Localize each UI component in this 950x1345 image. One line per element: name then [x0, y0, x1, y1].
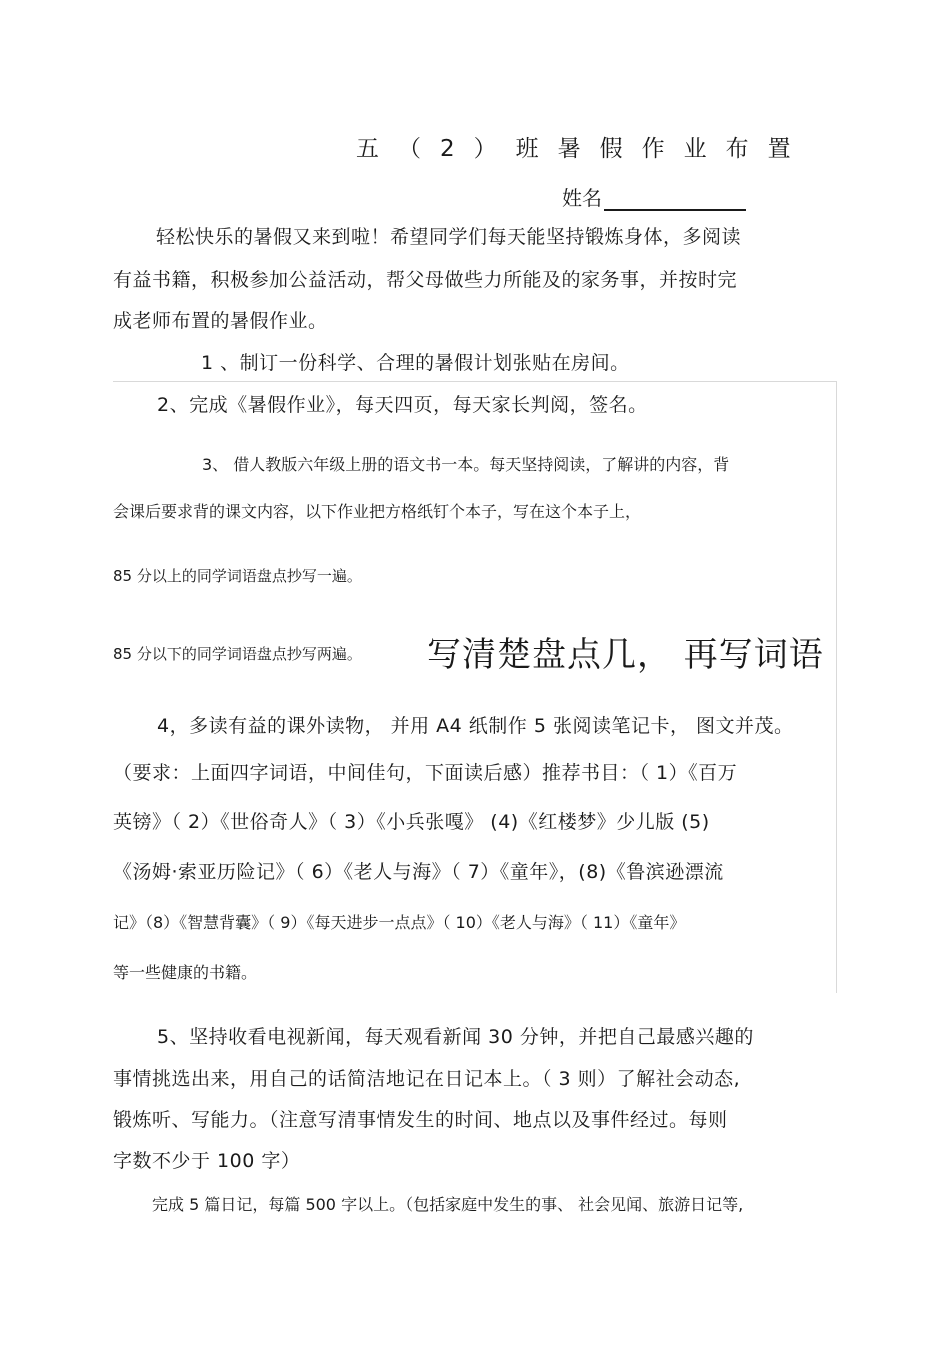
item-5-line-4: 字数不少于 100 字） [113, 1150, 301, 1172]
frame-top-rule [113, 381, 837, 382]
item-3-large-note: 写清楚盘点几， 再写词语 [427, 635, 824, 675]
item-6: 完成 5 篇日记，每篇 500 字以上。（包括家庭中发生的事、 社会见闻、旅游日记等, [152, 1195, 744, 1214]
item-5-line-1: 5、坚持收看电视新闻，每天观看新闻 30 分钟，并把自己最感兴趣的 [157, 1026, 754, 1048]
item-4-line-1: 4，多读有益的课外读物， 并用 A4 纸制作 5 张阅读笔记卡， 图文并茂。 [157, 715, 794, 737]
item-5-line-2: 事情挑选出来，用自己的话简洁地记在日记本上。（ 3 则）了解社会动态, [113, 1068, 741, 1090]
page-title: 五（2）班暑假作业布置 [356, 136, 810, 162]
item-3-line-1: 3、 借人教版六年级上册的语文书一本。每天坚持阅读，了解讲的内容，背 [202, 455, 730, 474]
item-1: 1 、制订一份科学、合理的暑假计划张贴在房间。 [201, 352, 630, 374]
item-4-line-3: 英镑》（ 2）《世俗奇人》（ 3）《小兵张嘎》 (4)《红楼梦》少儿版 (5) [113, 811, 710, 833]
intro-line-2: 有益书籍，积极参加公益活动，帮父母做些力所能及的家务事，并按时完 [113, 269, 738, 291]
item-3-line-3: 85 分以上的同学词语盘点抄写一遍。 [113, 567, 362, 585]
item-4-line-6: 等一些健康的书籍。 [113, 963, 258, 982]
name-field [562, 182, 746, 211]
name-label: 姓名 [562, 186, 602, 210]
item-4-line-2: （要求：上面四字词语，中间佳句，下面读后感）推荐书目：（ 1）《百万 [113, 762, 738, 784]
item-3-line-4: 85 分以下的同学词语盘点抄写两遍。 [113, 645, 362, 663]
item-4-line-4: 《汤姆·索亚历险记》（ 6）《老人与海》（ 7）《童年》，(8)《鲁滨逊漂流 [113, 861, 724, 883]
item-5-line-3: 锻炼听、写能力。（注意写清事情发生的时间、地点以及事件经过。每则 [113, 1109, 728, 1131]
name-blank-line [604, 191, 746, 211]
intro-line-1: 轻松快乐的暑假又来到啦！希望同学们每天能坚持锻炼身体，多阅读 [156, 226, 742, 248]
item-3-line-2: 会课后要求背的课文内容，以下作业把方格纸钉个本子，写在这个本子上， [113, 502, 642, 521]
intro-line-3: 成老师布置的暑假作业。 [113, 310, 328, 332]
frame-right-rule [836, 381, 837, 993]
item-2: 2、完成《暑假作业》，每天四页，每天家长判阅，签名。 [157, 394, 648, 416]
item-4-line-5: 记》（8）《智慧背囊》（ 9）《每天进步一点点》（ 10）《老人与海》（ 11）《童年》 [113, 913, 686, 932]
